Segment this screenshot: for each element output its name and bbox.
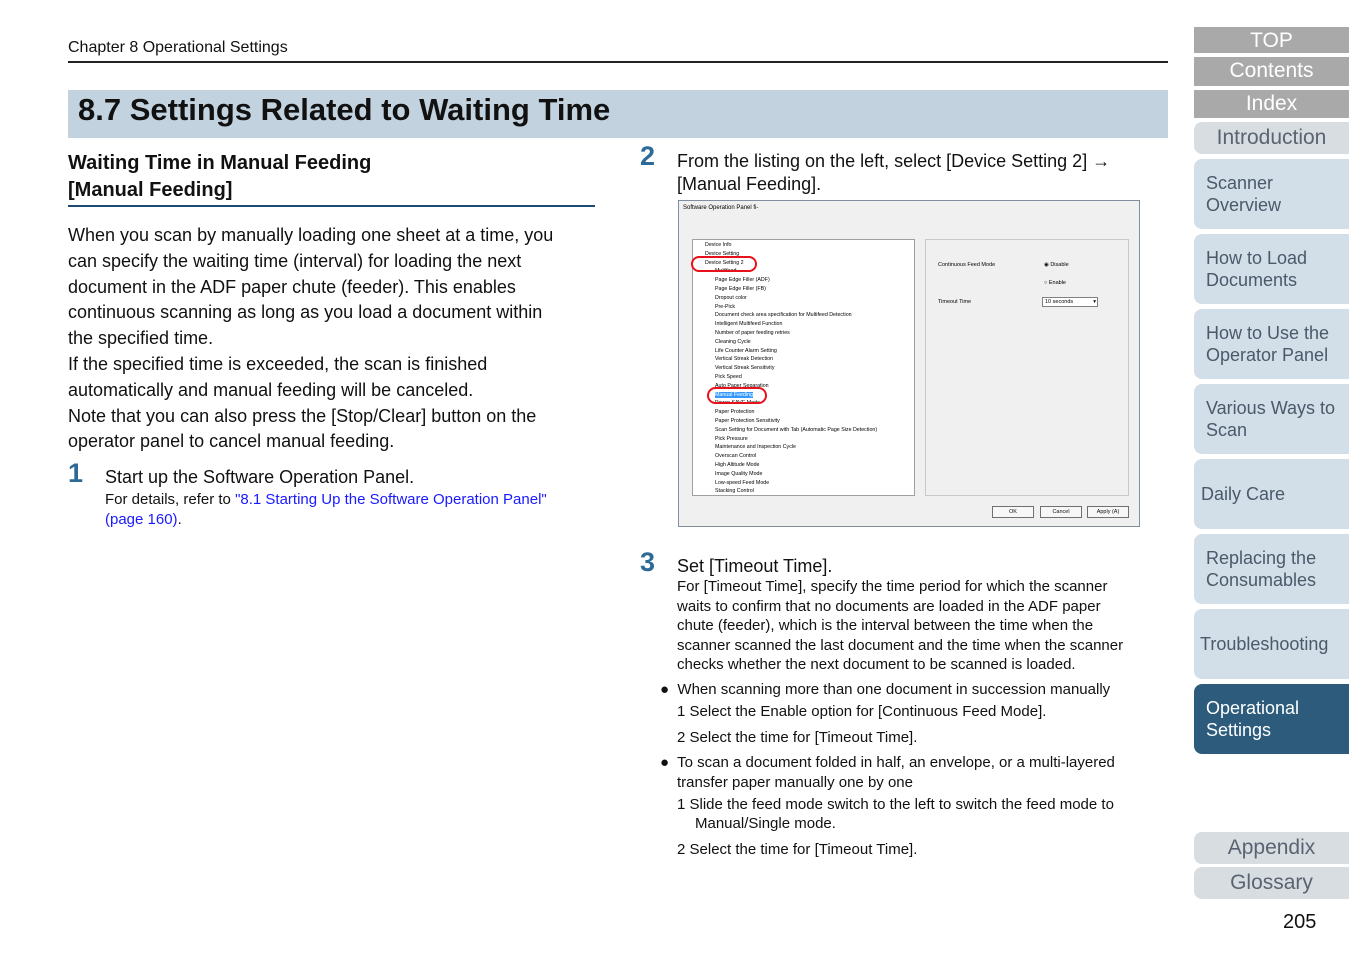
step-1-label: Start up the Software Operation Panel. <box>105 467 415 487</box>
ok-button[interactable]: OK <box>992 506 1034 518</box>
bullet-item <box>660 753 1160 773</box>
chevron-down-icon: ▾ <box>1093 299 1096 305</box>
tree-item[interactable]: Multifeed <box>715 268 737 275</box>
tab-label: Operational Settings <box>1206 698 1300 740</box>
continuous-feed-label: Continuous Feed Mode <box>938 262 996 268</box>
tab-scanner-overview[interactable] <box>1194 159 1349 229</box>
sub-step-cont: Manual/Single mode. <box>695 815 836 832</box>
tree-item[interactable]: Cleaning Cycle <box>715 338 751 345</box>
tab-how-to-load[interactable] <box>1194 234 1349 304</box>
tree-item-manual-feeding[interactable]: Manual Feeding <box>715 391 753 398</box>
section-heading-line2: [Manual Feeding] <box>68 179 233 201</box>
sub-step: 2 Select the time for [Timeout Time]. <box>677 841 918 858</box>
header-rule <box>68 61 1168 63</box>
tree-item[interactable]: Device Setting <box>705 250 740 257</box>
tree-item[interactable]: Device Info <box>705 242 732 248</box>
tab-label: Replacing the Consumables <box>1206 548 1317 590</box>
intro-line: document in the ADF paper chute (feeder). This enables <box>68 276 516 297</box>
highlight-manual-feeding <box>707 387 767 404</box>
tab-various-ways[interactable] <box>1194 384 1349 454</box>
tree-item[interactable]: Dropout color <box>715 294 747 301</box>
tree-item[interactable]: Stacking Control <box>715 488 754 495</box>
tree-item[interactable]: Power SAVE Mode <box>715 400 760 407</box>
tab-operational-settings[interactable] <box>1194 684 1349 754</box>
tree-item[interactable]: Paper Protection <box>715 409 755 416</box>
step-2-label-line1: From the listing on the left, select [Device Setting 2] → <box>677 151 1111 171</box>
step-1-detail <box>105 490 595 529</box>
timeout-value: 10 seconds <box>1045 299 1074 305</box>
tab-glossary[interactable]: Glossary <box>1194 867 1349 899</box>
step-3-label: Set [Timeout Time]. <box>677 556 833 576</box>
chapter-label: Chapter 8 Operational Settings <box>68 39 288 56</box>
intro-line: the specified time. <box>68 328 214 349</box>
tree-item[interactable]: Overscan Control <box>715 453 757 460</box>
top-button[interactable]: TOP <box>1194 27 1349 53</box>
settings-panel <box>925 239 1129 496</box>
contents-button[interactable]: Contents <box>1194 57 1349 86</box>
tab-troubleshooting[interactable] <box>1194 609 1349 679</box>
step-1-link-page[interactable]: (page 160) <box>105 510 178 528</box>
tab-introduction[interactable]: Introduction <box>1194 122 1349 154</box>
tab-label: How to Load Documents <box>1206 248 1308 290</box>
bullet-text-cont: transfer paper manually one by one <box>677 774 913 791</box>
tree-item[interactable]: Pick Speed <box>715 373 742 380</box>
step-3-desc-line: checks whether the next document to be scanned is loaded. <box>677 656 1076 673</box>
tree-item[interactable]: Life Counter Alarm Setting <box>715 347 777 354</box>
step-3-desc-line: For [Timeout Time], specify the time period for which the scanner <box>677 578 1108 595</box>
sub-step: 1 Select the Enable option for [Continuous Feed Mode]. <box>677 703 1047 720</box>
tree-item[interactable]: Page Edge Filler (ADF) <box>715 277 770 284</box>
intro-line: operator panel to cancel manual feeding. <box>68 431 395 452</box>
tree-item[interactable]: Auto Paper Separation <box>715 382 769 389</box>
step-2-label-line2: [Manual Feeding]. <box>677 174 822 194</box>
disable-radio[interactable]: ◉ Disable <box>1044 262 1069 268</box>
tab-operator-panel[interactable] <box>1194 309 1349 379</box>
step-3-desc-line: waits to confirm that no documents are loaded in the ADF paper <box>677 597 1101 615</box>
tree-item[interactable]: Scan Setting for Document with Tab (Automatic Page Size Detection) <box>715 426 878 433</box>
tree-item[interactable]: Device Setting 2 <box>705 259 744 266</box>
tree-item[interactable]: Page Edge Filler (FB) <box>715 285 766 292</box>
tree-item[interactable]: Intelligent Multifeed Function <box>715 321 783 328</box>
tab-label: Various Ways to Scan <box>1206 398 1336 440</box>
step-2-number: 2 <box>640 141 656 171</box>
tree-item[interactable]: Number of paper feeding retries <box>715 329 790 336</box>
tree-item[interactable]: Image Quality Mode <box>715 470 763 477</box>
page-number: 205 <box>1283 911 1317 933</box>
step-3-number: 3 <box>640 547 656 577</box>
intro-paragraph <box>68 223 598 455</box>
tree-item[interactable]: Paper Protection Sensitivity <box>715 417 780 424</box>
tab-daily-care[interactable] <box>1194 459 1349 529</box>
section-heading <box>68 150 371 204</box>
intro-line: automatically and manual feeding will be canceled. <box>68 379 474 400</box>
step-3-desc-line: chute (feeder), which is the interval between the time when the <box>677 617 1094 634</box>
intro-line: When you scan by manually loading one sheet at a time, you <box>68 225 554 245</box>
bullet-text: When scanning more than one document in succession manually <box>677 681 1111 698</box>
step-3-description <box>677 577 1167 675</box>
intro-line: can specify the waiting time (interval) for loading the next <box>68 250 522 271</box>
page-title: 8.7 Settings Related to Waiting Time <box>78 92 611 127</box>
intro-line: continuous scanning as long as you load a document within <box>68 302 543 323</box>
tab-replacing-consumables[interactable] <box>1194 534 1349 604</box>
tab-label: Scanner Overview <box>1206 173 1282 215</box>
window-title: Software Operation Panel fi- <box>683 205 759 211</box>
tree-item[interactable]: Pick Pressure <box>715 435 748 442</box>
disable-label: Disable <box>1050 262 1069 268</box>
bullet-icon: ● <box>660 754 670 771</box>
step-3-desc-line: scanner scanned the last document and the time when the scanner <box>677 636 1124 654</box>
tree-item[interactable]: Document check area specification for Multifeed Detection <box>715 312 852 319</box>
timeout-select[interactable] <box>1042 297 1098 307</box>
step-1-link[interactable]: "8.1 Starting Up the Software Operation Panel" <box>235 491 547 508</box>
tree-item[interactable]: High Altitude Mode <box>715 461 760 468</box>
intro-line: If the specified time is exceeded, the scan is finished <box>68 353 488 374</box>
bullet-item <box>660 680 1160 700</box>
sub-step: 2 Select the time for [Timeout Time]. <box>677 729 918 746</box>
apply-button[interactable]: Apply (A) <box>1087 506 1129 518</box>
tree-item[interactable]: Low-speed Feed Mode <box>715 479 770 486</box>
tab-label: Daily Care <box>1201 484 1286 504</box>
tree-item[interactable]: Vertical Streak Detection <box>715 356 773 363</box>
timeout-label: Timeout Time <box>938 299 972 305</box>
tab-appendix[interactable]: Appendix <box>1194 832 1349 864</box>
index-button[interactable]: Index <box>1194 90 1349 118</box>
bullet-icon: ● <box>660 681 670 698</box>
step-1-detail-text: For details, refer to <box>105 491 236 508</box>
step-2-label <box>677 150 1110 196</box>
tree-item[interactable]: Maintenance and Inspection Cycle <box>715 444 796 451</box>
section-heading-line1: Waiting Time in Manual Feeding <box>68 152 372 174</box>
bullet-text: To scan a document folded in half, an envelope, or a multi-layered <box>677 754 1115 771</box>
tab-label: Troubleshooting <box>1200 634 1329 654</box>
tree-item[interactable]: Pre-Pick <box>715 303 736 310</box>
enable-label: Enable <box>1048 280 1066 286</box>
section-rule <box>68 205 595 207</box>
highlight-device-setting-2 <box>691 256 757 272</box>
enable-radio[interactable]: ○ Enable <box>1044 280 1066 286</box>
step-1-number: 1 <box>68 458 84 488</box>
cancel-button[interactable]: Cancel <box>1040 506 1082 518</box>
sub-step: 1 Slide the feed mode switch to the left to switch the feed mode to <box>677 796 1114 813</box>
software-operation-panel-screenshot <box>678 200 1140 527</box>
tree-item[interactable]: Vertical Streak Sensitivity <box>715 365 775 372</box>
tab-label: How to Use the Operator Panel <box>1206 323 1330 365</box>
settings-tree <box>692 239 915 496</box>
intro-line: Note that you can also press the [Stop/Clear] button on the <box>68 405 537 426</box>
step-1-suffix: . <box>177 510 182 528</box>
